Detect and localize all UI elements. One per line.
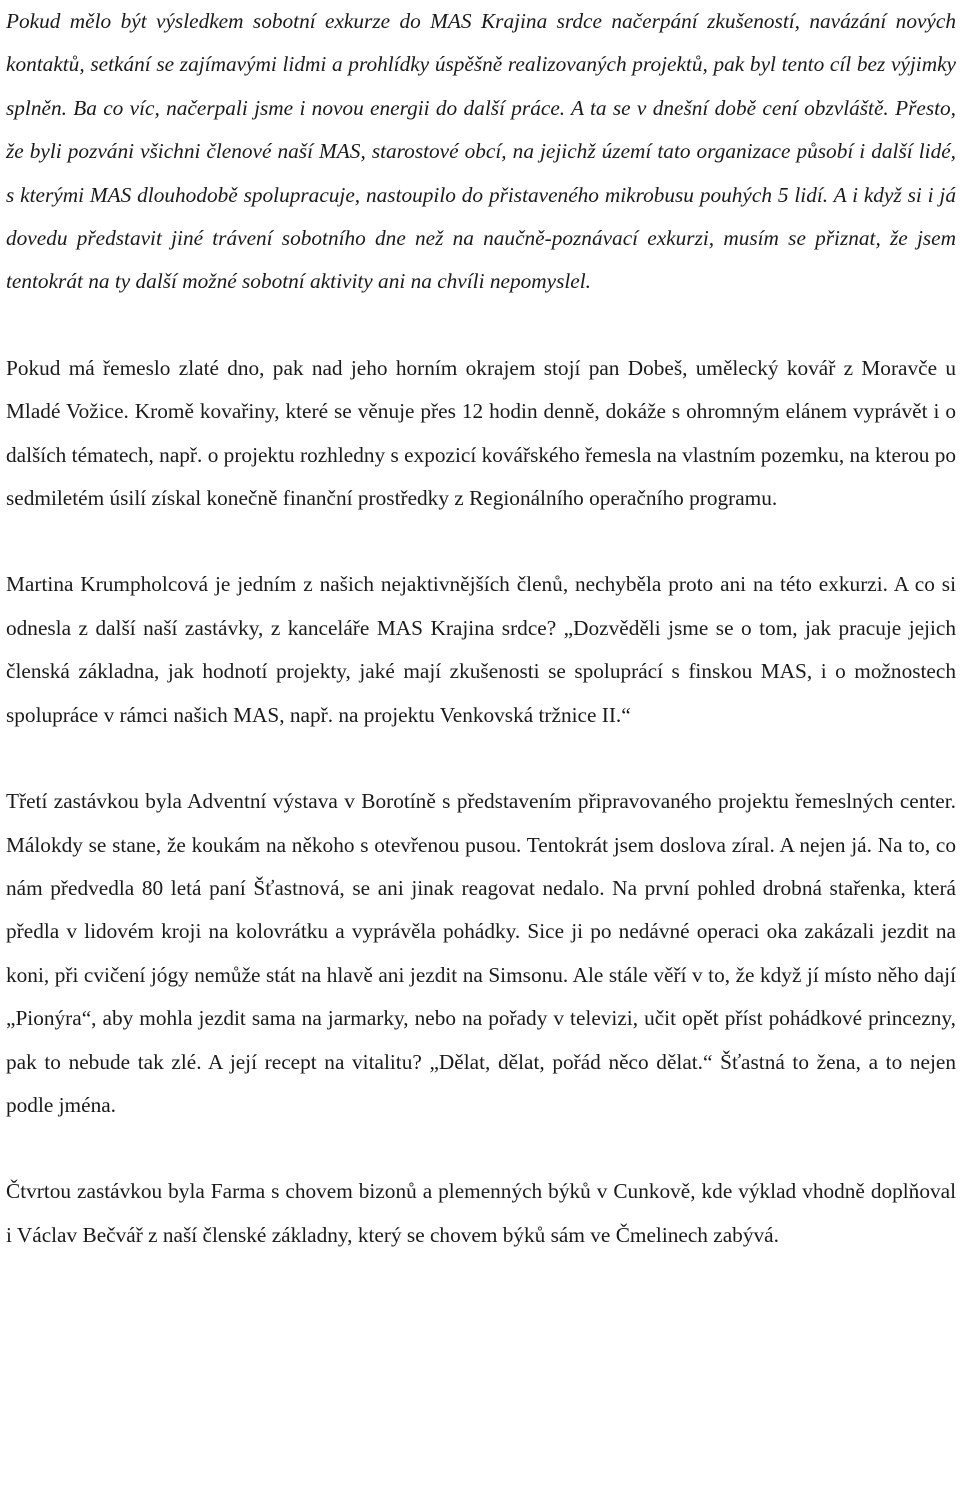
- document-page: [6, 0, 956, 1257]
- paragraph-bison-farm: Čtvrtou zastávkou byla Farma s chovem bizonů a plemenných býků v Cunkově, kde výklad vhodně doplňoval i Václav Bečvář z naší členské základny, který se chovem býků sám ve Čmelinech zabývá.: [6, 1179, 956, 1247]
- paragraph-mas-office: Martina Krumpholcová je jedním z našich nejaktivnějších členů, nechyběla proto ani na této exkurzi. A co si odnesla z další naší zastávky, z kanceláře MAS Krajina srdce? „Dozvěděli jsme se o tom, jak pracuje jejich členská základna, jak hodnotí projekty, jaké mají zkušenosti se spoluprácí s finskou MAS, i o možnostech spolupráce v rámci našich MAS, např. na projektu Venkovská tržnice II.“: [6, 572, 956, 727]
- paragraph-advent-exhibition: Třetí zastávkou byla Adventní výstava v Borotíně s představením připravovaného projektu řemeslných center. Málokdy se stane, že koukám na někoho s otevřenou pusou. Tentokrát jsem doslova zíral. A nejen já. Na to, co nám předvedla 80 letá paní Šťastnová, se ani jinak reagovat nedalo. Na první pohled drobná stařenka, která předla v lidovém kroji na kolovrátku a vyprávěla pohádky. Sice ji po nedávné operaci oka zakázali jezdit na koni, při cvičení jógy nemůže stát na hlavě ani jezdit na Simsonu. Ale stále věří v to, že když jí místo něho dají „Pionýra“, aby mohla jezdit sama na jarmarky, nebo na pořady v televizi, učit opět příst pohádkové princezny, pak to nebude tak zlé. A její recept na vitalitu? „Dělat, dělat, pořád něco dělat.“ Šťastná to žena, a to nejen podle jména.: [6, 789, 956, 1117]
- paragraph-intro: Pokud mělo být výsledkem sobotní exkurze do MAS Krajina srdce načerpání zkušeností, navázání nových kontaktů, setkání se zajímavými lidmi a prohlídky úspěšně realizovaných projektů, pak byl tento cíl bez výjimky splněn. Ba co víc, načerpali jsme i novou energii do další práce. A ta se v dnešní době cení obzvláště. Přesto, že byli pozváni všichni členové naší MAS, starostové obcí, na jejichž území tato organizace působí i další lidé, s kterými MAS dlouhodobě spolupracuje, nastoupilo do přistaveného mikrobusu pouhých 5 lidí. A i když si i já dovedu představit jiné trávení sobotního dne než na naučně-poznávací exkurzi, musím se přiznat, že jsem tentokrát na ty další možné sobotní aktivity ani na chvíli nepomyslel.: [6, 9, 956, 294]
- paragraph-blacksmith: Pokud má řemeslo zlaté dno, pak nad jeho horním okrajem stojí pan Dobeš, umělecký kovář z Moravče u Mladé Vožice. Kromě kovařiny, které se věnuje přes 12 hodin denně, dokáže s ohromným elánem vyprávět i o dalších tématech, např. o projektu rozhledny s expozicí kovářského řemesla na vlastním pozemku, na kterou po sedmiletém úsilí získal konečně finanční prostředky z Regionálního operačního programu.: [6, 355, 956, 511]
